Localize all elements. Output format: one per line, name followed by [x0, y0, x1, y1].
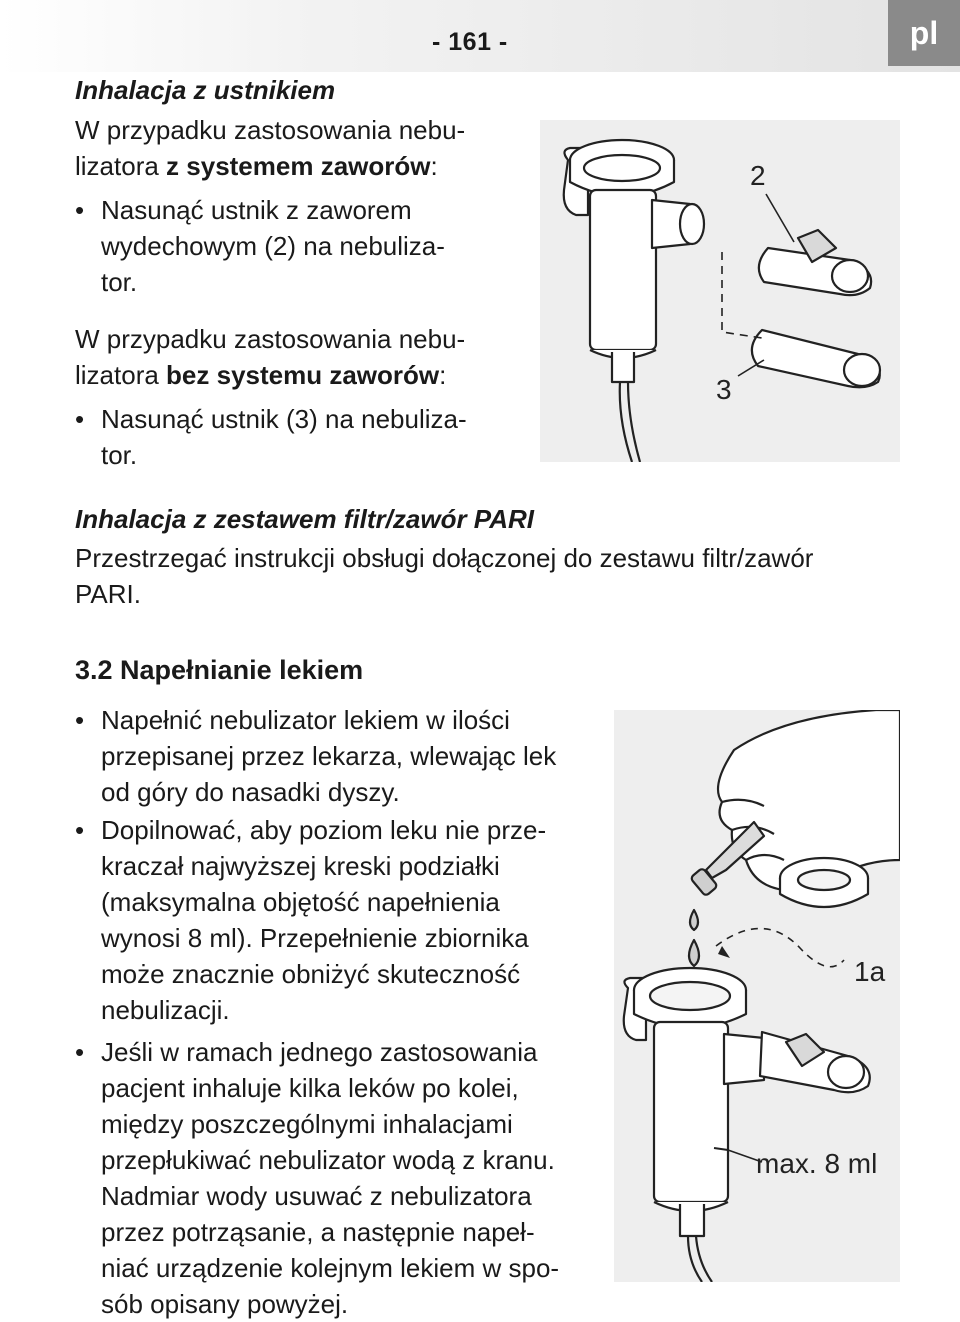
intro-suffix: : — [430, 151, 438, 181]
bullet-line: nebulizacji. — [101, 995, 230, 1025]
bullet-line: • Dopilnować, aby poziom leku nie prze- — [101, 815, 547, 845]
intro-without-valves-line1: W przypadku zastosowania nebu- — [75, 324, 466, 354]
bullet-line: niać urządzenie kolejnym lekiem w spo- — [101, 1253, 560, 1283]
intro-bold: bez systemu zaworów — [166, 360, 440, 390]
heading-filling: 3.2 Napełnianie lekiem — [75, 655, 364, 685]
intro-with-valves — [75, 112, 465, 184]
bullet-line: wynosi 8 ml). Przepełnienie zbiornika — [101, 923, 529, 953]
bullet-valve-mouthpiece — [75, 192, 445, 300]
bullet-fill-medication — [75, 702, 556, 810]
intro-prefix: lizatora — [75, 151, 167, 181]
bullet-line: • Nasunąć ustnik (3) na nebuliza- — [101, 404, 467, 434]
language-tab: pl — [888, 0, 960, 66]
intro-suffix: : — [439, 360, 447, 390]
bullet-line: między poszczególnymi inhalacjami — [101, 1109, 513, 1139]
bullet-line: • Napełnić nebulizator lekiem w ilości — [101, 705, 510, 735]
intro-prefix: lizatora — [75, 360, 167, 390]
heading-mouthpiece: Inhalacja z ustnikiem — [75, 75, 336, 105]
figure-filling-medication — [614, 710, 900, 1282]
bullet-line: kraczał najwyższej kreski podziałki — [101, 851, 500, 881]
bullet-max-level — [75, 812, 546, 1028]
filling-illustration — [614, 710, 900, 1282]
bullet-line: przez potrząsanie, a następnie napeł- — [101, 1217, 535, 1247]
intro-with-valves-line1: W przypadku zastosowania nebu- — [75, 115, 466, 145]
figure-mouthpiece-attachment — [540, 120, 900, 462]
intro-bold: z systemem zaworów — [166, 151, 431, 181]
bullet-line: może znacznie obniżyć skuteczność — [101, 959, 521, 989]
filter-text-line: PARI. — [75, 579, 141, 609]
nebulizer-mouthpiece-illustration — [540, 120, 900, 462]
bullet-line: wydechowym (2) na nebuliza- — [101, 231, 445, 261]
bullet-plain-mouthpiece — [75, 401, 467, 473]
intro-with-valves-line2 — [75, 148, 465, 184]
bullet-line: przepłukiwać nebulizator wodą z kranu. — [101, 1145, 555, 1175]
intro-without-valves-line2 — [75, 357, 465, 393]
bullet-line: tor. — [101, 267, 138, 297]
label-nozzle-cap: 1a — [854, 956, 886, 987]
label-plain-mouthpiece: 3 — [716, 374, 732, 405]
label-valve-mouthpiece: 2 — [750, 160, 766, 191]
bullet-line: pacjent inhaluje kilka leków po kolei, — [101, 1073, 519, 1103]
bullet-line: sób opisany powyżej. — [101, 1289, 349, 1319]
bullet-line: • Jeśli w ramach jednego zastosowania — [101, 1037, 538, 1067]
intro-without-valves — [75, 321, 465, 393]
bullet-line: • Nasunąć ustnik z zaworem — [101, 195, 412, 225]
heading-filter-valve: Inhalacja z zestawem filtr/zawór PARI — [75, 504, 534, 534]
label-max-volume: max. 8 ml — [756, 1148, 878, 1179]
filter-valve-text — [75, 540, 813, 612]
bullet-line: Nadmiar wody usuwać z nebulizatora — [101, 1181, 532, 1211]
bullet-line: (maksymalna objętość napełnienia — [101, 887, 500, 917]
page-number: - 161 - — [432, 28, 508, 56]
filter-text-line: Przestrzegać instrukcji obsługi dołączonej do zestawu filtr/zawór — [75, 543, 814, 573]
bullet-rinse-between — [75, 1034, 559, 1322]
bullet-line: od góry do nasadki dyszy. — [101, 777, 400, 807]
bullet-line: przepisanej przez lekarza, wlewając lek — [101, 741, 557, 771]
bullet-line: tor. — [101, 440, 138, 470]
